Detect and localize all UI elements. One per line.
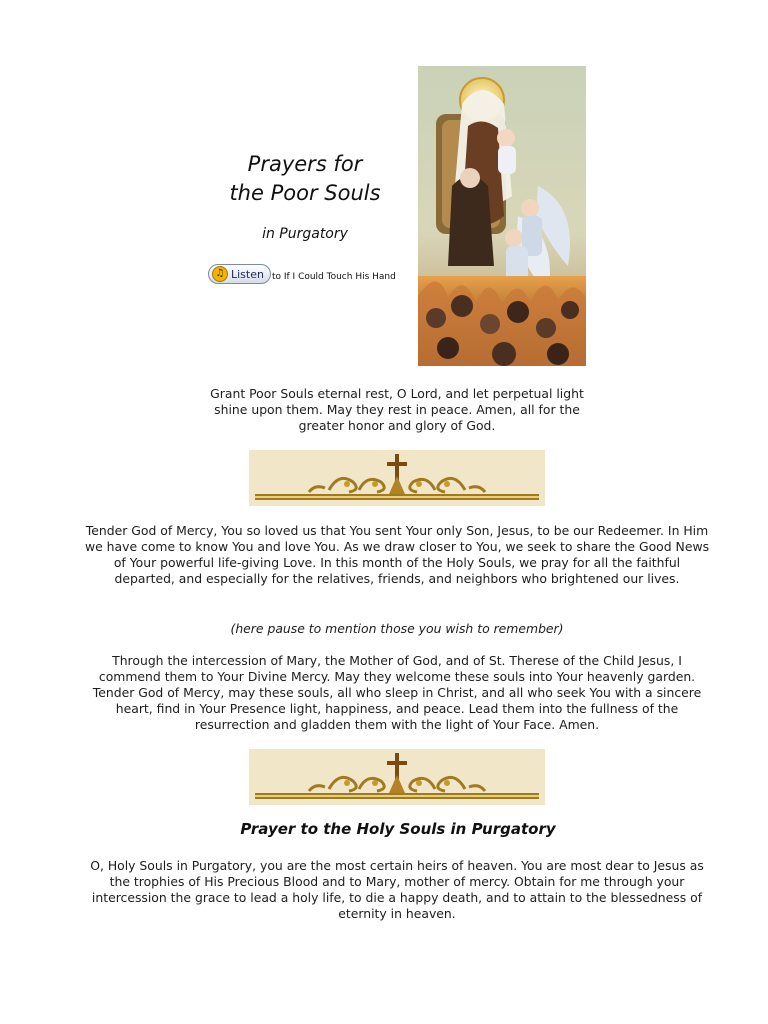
holy-souls-paragraph: O, Holy Souls in Purgatory, you are the most certain heirs of heaven. You are most dear to Jesus as the trophies of His Precious Blood and to Mary, mother of mercy. Obtain for me through your intercession the grace to lead a holy life, to die a happy death, and to attain to the blessedness of eternity in heaven. [90, 858, 704, 921]
ornate-cross-divider-icon [249, 749, 545, 805]
listen-song-link[interactable]: to If I Could Touch His Hand [271, 272, 396, 282]
ornate-divider [249, 450, 545, 506]
listen-button[interactable] [208, 264, 271, 284]
holy-image-illustration [418, 66, 586, 366]
grant-rest-paragraph: Grant Poor Souls eternal rest, O Lord, and let perpetual light shine upon them. May they rest in peace. Amen, all for the greater honor and glory of God. [210, 386, 584, 433]
intercession-paragraph: Through the intercession of Mary, the Mother of God, and of St. Therese of the Child Jesus, I commend them to Your Divine Mercy. May they welcome these souls into Your heavenly garden. Tender God of Mercy, may these souls, all who sleep in Christ, and all who seek You with a sincere heart, find in Your Presence light, happiness, and peace. Lead them into the fullness of the resurrection and gladden them with the light of Your Face. Amen. [92, 653, 702, 732]
holy-image [418, 66, 586, 366]
listen-widget [208, 262, 396, 284]
page-subtitle: in Purgatory [262, 226, 348, 242]
tender-god-paragraph: Tender God of Mercy, You so loved us that You sent Your only Son, Jesus, to be our Redeemer. In Him we have come to know You and love You. As we draw closer to You, we seek to share the Good News of Your powerful life-giving Love. In this month of the Holy Souls, we pray for all the faithful departed, and especially for the relatives, friends, and neighbors who brightened our lives. [84, 523, 710, 586]
title-line-2: the Poor Souls [229, 181, 381, 205]
ornate-divider [249, 749, 545, 805]
music-note-icon: ♫ [212, 266, 228, 282]
ornate-cross-divider-icon [249, 450, 545, 506]
prayer-heading: Prayer to the Holy Souls in Purgatory [240, 820, 556, 838]
pause-instruction: (here pause to mention those you wish to remember) [230, 621, 564, 636]
title-line-1: Prayers for [247, 152, 363, 176]
listen-button-label: Listen [231, 267, 264, 281]
page-title [205, 150, 405, 208]
